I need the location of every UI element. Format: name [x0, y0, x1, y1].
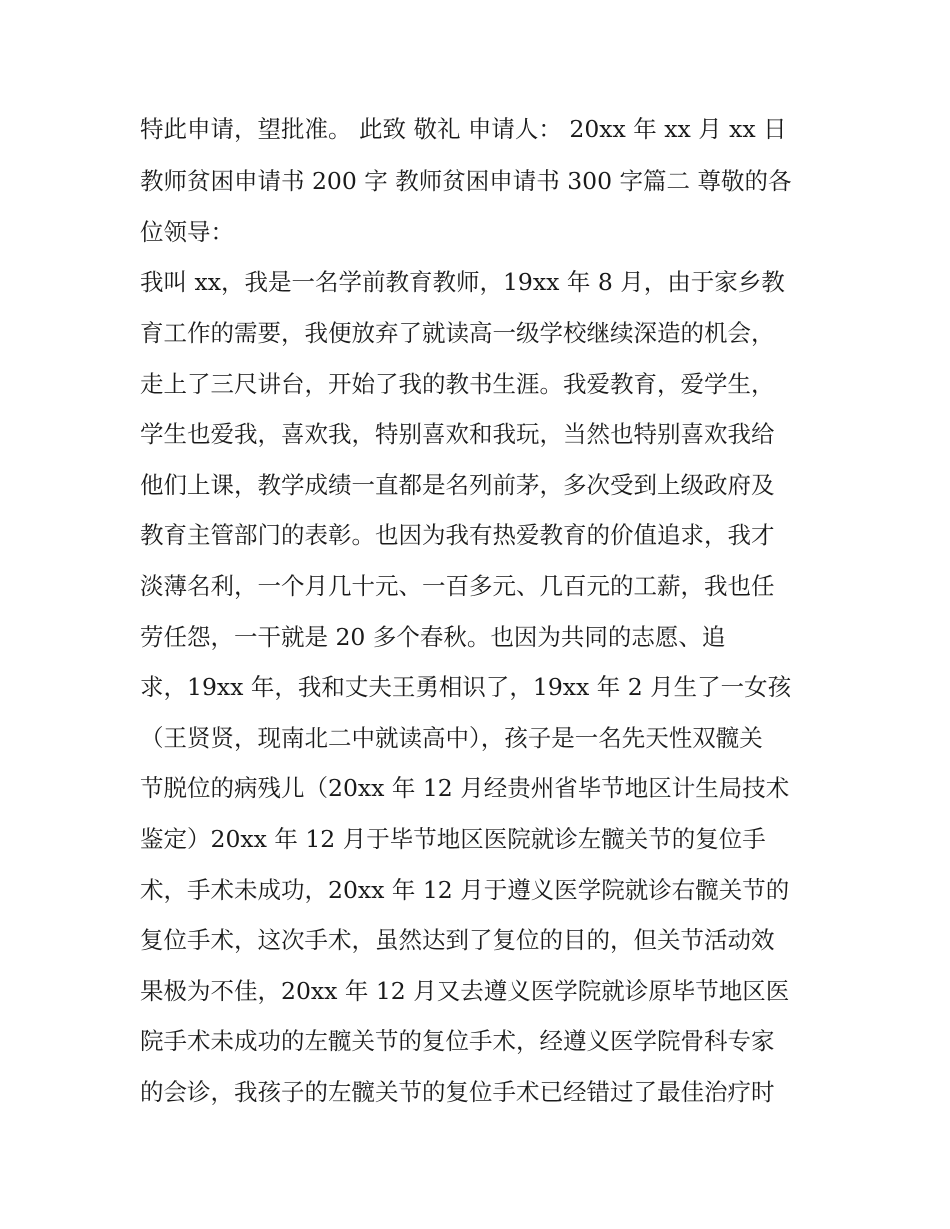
text-line-5: 育工作的需要，我便放弃了就读高一级学校继续深造的机会， — [140, 319, 775, 347]
text-line-2: 教师贫困申请书 200 字 教师贫困申请书 300 字篇二 尊敬的各 — [140, 167, 792, 195]
text-line-4: 我叫 xx，我是一名学前教育教师，19xx 年 8 月，由于家乡教 — [140, 268, 785, 296]
text-line-15: 鉴定）20xx 年 12 月于毕节地区医院就诊左髋关节的复位手 — [140, 825, 766, 853]
text-line-10: 淡薄名利，一个月几十元、一百多元、几百元的工薪，我也任 — [140, 572, 775, 600]
text-line-14: 节脱位的病残儿（20xx 年 12 月经贵州省毕节地区计生局技术 — [140, 774, 790, 802]
text-line-8: 他们上课，教学成绩一直都是名列前茅，多次受到上级政府及 — [140, 471, 775, 499]
text-line-17: 复位手术，这次手术，虽然达到了复位的目的，但关节活动效 — [140, 926, 775, 954]
text-line-13: （王贤贤，现南北二中就读高中），孩子是一名先天性双髋关 — [140, 724, 763, 752]
text-line-20: 的会诊，我孩子的左髋关节的复位手术已经错过了最佳治疗时 — [140, 1078, 775, 1106]
text-line-18: 果极为不佳，20xx 年 12 月又去遵义医学院就诊原毕节地区医 — [140, 977, 790, 1005]
text-line-12: 求，19xx 年，我和丈夫王勇相识了，19xx 年 2 月生了一女孩 — [140, 673, 792, 701]
text-line-1: 特此申请，望批准。 此致 敬礼 申请人： 20xx 年 xx 月 xx 日 — [140, 115, 787, 143]
text-line-16: 术，手术未成功，20xx 年 12 月于遵义医学院就诊右髋关节的 — [140, 876, 790, 904]
text-line-19: 院手术未成功的左髋关节的复位手术，经遵义医学院骨科专家 — [140, 1027, 775, 1055]
text-line-9: 教育主管部门的表彰。也因为我有热爱教育的价值追求，我才 — [140, 521, 775, 549]
text-line-7: 学生也爱我，喜欢我，特别喜欢和我玩，当然也特别喜欢我给 — [140, 420, 775, 448]
text-line-3: 位领导： — [140, 218, 234, 246]
text-line-11: 劳任怨，一干就是 20 多个春秋。也因为共同的志愿、追 — [140, 623, 726, 651]
text-line-6: 走上了三尺讲台，开始了我的教书生涯。我爱教育，爱学生， — [140, 370, 775, 398]
